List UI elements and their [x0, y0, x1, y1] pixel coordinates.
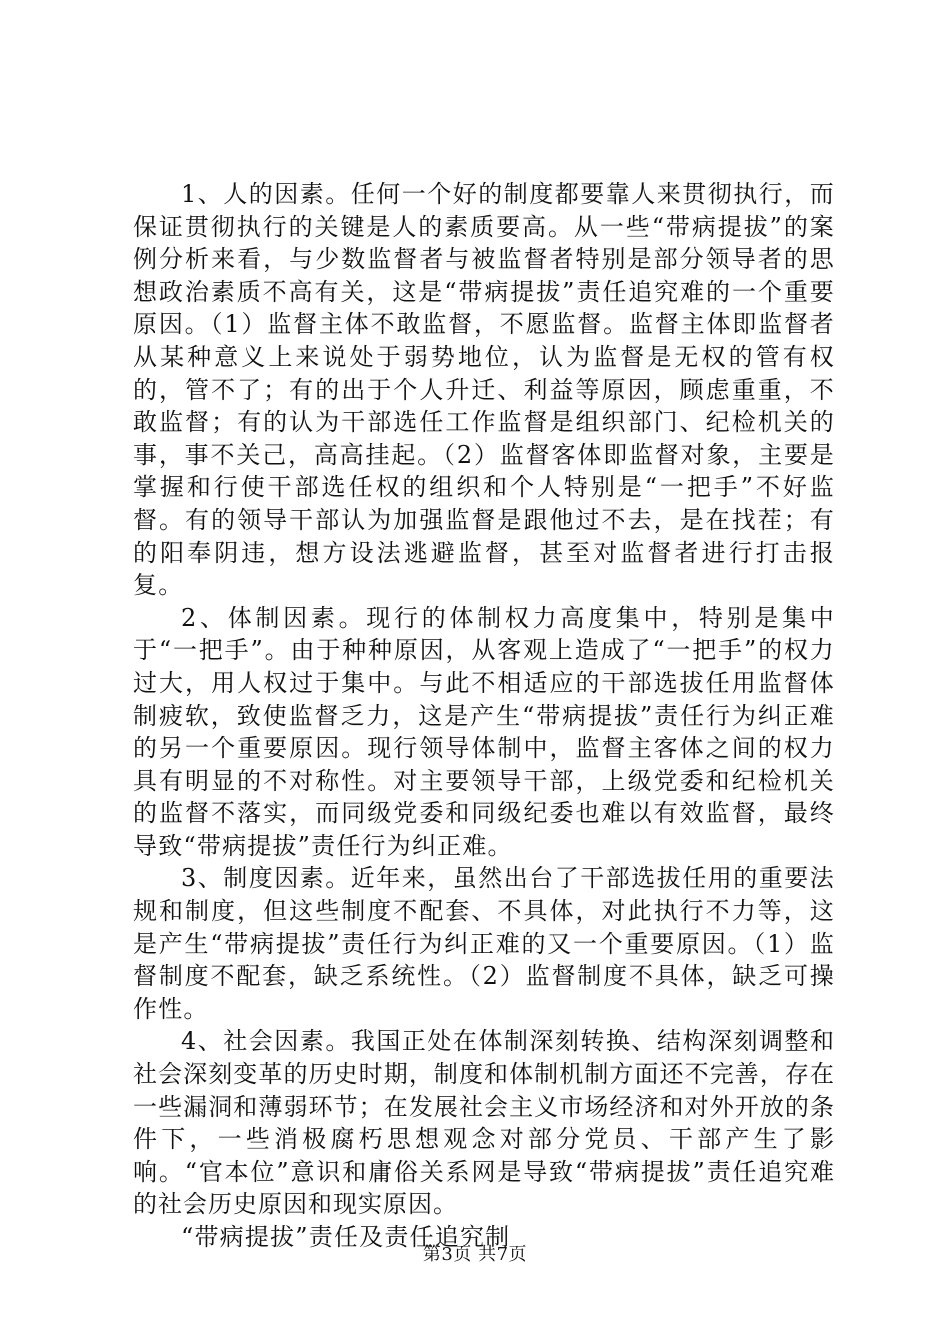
paragraph-human-factors: 1、人的因素。任何一个好的制度都要靠人来贯彻执行，而保证贯彻执行的关键是人的素质要高。从一些“带病提拔”的案例分析来看，与少数监督者与被监督者特别是部分领导者的思想政治素质不高有关，这是“带病提拔”责任追究难的一个重要原因。（1）监督主体不敢监督，不愿监督。监督主体即监督者从某种意义上来说处于弱势地位，认为监督是无权的管有权的，管不了；有的出于个人升迁、利益等原因，顾虑重重，不敢监督；有的认为干部选任工作监督是组织部门、纪检机关的事，事不关己，高高挂起。（2）监督客体即监督对象，主要是掌握和行使干部选任权的组织和个人特别是“一把手”不好监督。有的领导干部认为加强监督是跟他过不去，是在找茬；有的阳奉阴违，想方设法逃避监督，甚至对监督者进行打击报复。	[133, 180, 835, 600]
paragraph-social-factors: 4、社会因素。我国正处在体制深刻转换、结构深刻调整和社会深刻变革的历史时期，制度和体制机制方面还不完善，存在一些漏洞和薄弱环节；在发展社会主义市场经济和对外开放的条件下，一些消极腐朽思想观念对部分党员、干部产生了影响。“官本位”意识和庸俗关系网是导致“带病提拔”责任追究难的社会历史原因和现实原因。	[133, 1027, 835, 1219]
paragraph-institutional-factors: 2、体制因素。现行的体制权力高度集中，特别是集中于“一把手”。由于种种原因，从客观上造成了“一把手”的权力过大，用人权过于集中。与此不相适应的干部选拔任用监督体制疲软，致使监督乏力，这是产生“带病提拔”责任行为纠正难的另一个重要原因。现行领导体制中，监督主客体之间的权力具有明显的不对称性。对主要领导干部，上级党委和纪检机关的监督不落实，而同级党委和同级纪委也难以有效监督，最终导致“带病提拔”责任行为纠正难。	[133, 603, 835, 860]
paragraph-system-factors: 3、制度因素。近年来，虽然出台了干部选拔任用的重要法规和制度，但这些制度不配套、不具体，对此执行不力等，这是产生“带病提拔”责任行为纠正难的又一个重要原因。（1）监督制度不配套，缺乏系统性。（2）监督制度不具体，缺乏可操作性。	[133, 864, 835, 1023]
page-number-footer: 第3页 共7页	[422, 1244, 528, 1265]
document-body	[133, 178, 835, 1254]
section-heading: “带病提拔”责任及责任追究制	[181, 1223, 511, 1251]
